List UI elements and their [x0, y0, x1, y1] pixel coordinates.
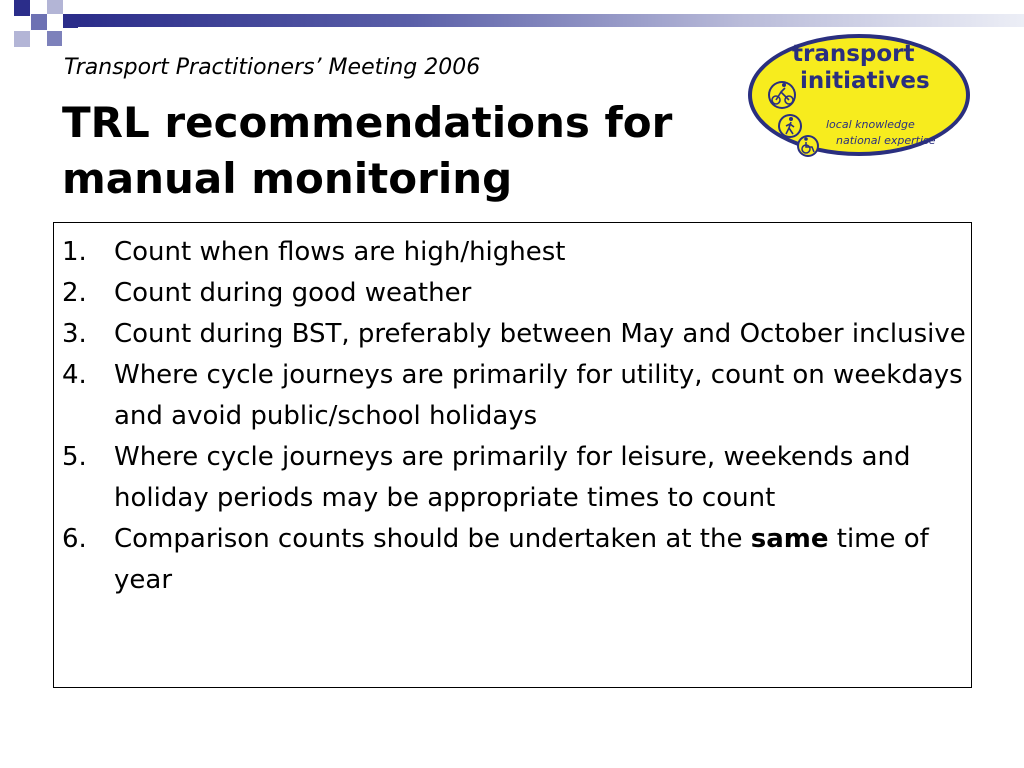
list-item: [54, 437, 973, 519]
transport-initiatives-logo: [744, 30, 974, 160]
list-item-number: 2.: [62, 278, 87, 308]
list-item-text: Count when flows are high/highest: [114, 237, 566, 267]
wheelchair-icon: [797, 135, 819, 157]
pedestrian-icon: [778, 114, 802, 138]
slide-title-line: manual monitoring: [62, 154, 513, 203]
header-bar: [78, 14, 1024, 27]
list-item-number: 6.: [62, 524, 87, 554]
logo-word-initiatives: initiatives: [800, 68, 930, 94]
list-item: [54, 232, 973, 273]
list-item-number: 1.: [62, 237, 87, 267]
recommendations-box: [53, 222, 972, 688]
list-item-number: 3.: [62, 319, 87, 349]
logo-tagline: national expertise: [836, 134, 936, 147]
decor-square: [31, 14, 47, 30]
decor-square: [14, 31, 30, 47]
list-item: [54, 519, 973, 601]
logo-tagline: local knowledge: [826, 118, 915, 131]
decor-square: [47, 0, 63, 14]
list-item: [54, 355, 973, 437]
slide-title-line: TRL recommendations for: [62, 98, 673, 147]
list-item: [54, 314, 973, 355]
list-item-text: Where cycle journeys are primarily for leisure, weekends and holiday periods may be appropriate times to count: [114, 442, 911, 513]
decor-square: [47, 31, 62, 46]
list-item-number: 4.: [62, 360, 87, 390]
logo-word-transport: transport: [792, 41, 915, 67]
list-item-text-emphasis: same: [750, 524, 829, 554]
recommendations-list: [54, 232, 973, 601]
list-item: [54, 273, 973, 314]
list-item-text: Count during BST, preferably between May and October inclusive: [114, 319, 966, 349]
decor-square: [63, 14, 78, 28]
list-item-text: Where cycle journeys are primarily for utility, count on weekdays and avoid public/school holidays: [114, 360, 963, 431]
cyclist-icon: [768, 81, 796, 109]
decor-square: [14, 0, 30, 16]
list-item-text-start: Comparison counts should be undertaken at the: [114, 524, 743, 554]
list-item-text: [114, 519, 973, 601]
list-item-number: 5.: [62, 442, 87, 472]
slide-subtitle: Transport Practitioners’ Meeting 2006: [64, 55, 481, 80]
slide-title: [62, 95, 722, 207]
list-item-text-end: time of year: [114, 524, 929, 595]
list-item-text: Count during good weather: [114, 278, 472, 308]
